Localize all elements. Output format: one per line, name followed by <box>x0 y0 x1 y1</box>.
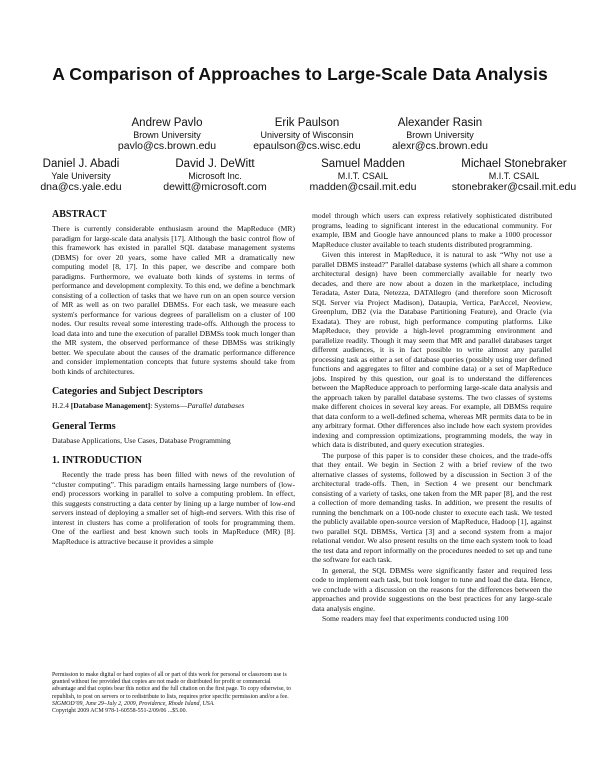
abstract-text: There is currently considerable enthusiasm around the MapReduce (MR) paradigm for large-scale data analysis [17]. Although the basic control flow of this framework has existed in parallel SQL database management systems (DBMS) for over 20 years, some have called MR a dramatically new computing model [8, 17]. In this paper, we describe and compare both paradigms. Furthermore, we evaluate both kinds of systems in terms of performance and development complexity. To this end, we define a benchmark consisting of a collection of tasks that we have run on an open source version of MR as well as on two parallel DBMSs. For each task, we measure each system's performance for various degrees of parallelism on a cluster of 100 nodes. Our results reveal some interesting trade-offs. Although the process to load data into and tune the execution of parallel DBMSs took much longer than the MR system, the observed performance of these DBMSs was strikingly better. We speculate about the causes of the dramatic performance difference and consider implementation concepts that future systems should take from both kinds of architectures. <box>52 224 295 376</box>
author-name: Andrew Pavlo <box>131 117 203 129</box>
categories-code: H.2.4 <box>52 401 71 410</box>
author-affiliation: Brown University <box>133 130 201 140</box>
author-name: Michael Stonebraker <box>461 158 567 170</box>
author-block <box>288 158 438 193</box>
author-affiliation: M.I.T. CSAIL <box>337 171 389 181</box>
categories-bold: [Database Management] <box>70 401 151 410</box>
copyright-text: Copyright 2009 ACM 978-1-60558-551-2/09/06 ...$5.00. <box>52 708 187 715</box>
author-block <box>437 158 591 193</box>
author-name: Samuel Madden <box>321 158 405 170</box>
left-column <box>52 209 295 546</box>
author-name: Alexander Rasin <box>397 117 483 129</box>
author-affiliation: Brown University <box>406 130 474 140</box>
general-terms-text: Database Applications, Use Cases, Database Programming <box>52 435 231 445</box>
right-column <box>312 211 552 624</box>
abstract-heading: ABSTRACT <box>52 209 107 220</box>
author-affiliation: Yale University <box>51 171 111 181</box>
permission-footnote <box>52 672 295 715</box>
author-email: stonebraker@csail.mit.edu <box>451 181 577 193</box>
author-email: alexr@cs.brown.edu <box>392 140 488 152</box>
categories-italic: Parallel databases <box>187 401 245 410</box>
author-block <box>107 117 227 152</box>
categories-heading: Categories and Subject Descriptors <box>52 386 203 397</box>
permission-text: Permission to make digital or hard copies of all or part of this work for personal or classroom use is granted without fee provided that copies are not made or distributed for profit or commercial advantage and that copies bear this notice and the full citation on the first page. To copy otherwise, to republish, to post on servers or to redistribute to lists, requires prior specific permission and/or a fee. <box>52 672 291 700</box>
author-affiliation: Microsoft Inc. <box>188 171 242 181</box>
categories-text <box>52 401 295 411</box>
intro-text: Recently the trade press has been filled with news of the revolution of “cluster computing”. This paradigm entails harnessing large numbers of (low-end) processors working in parallel to solve a computing problem. In effect, this suggests constructing a data center by lining up a large number of low-end servers instead of deploying a smaller set of high-end servers. With this rise of interest in clusters has come a proliferation of tools for programming them. One of the earliest and best known such tools in MapReduce (MR) [8]. MapReduce is attractive because it provides a simple <box>52 470 295 546</box>
author-name: Erik Paulson <box>274 117 340 129</box>
author-email: dna@cs.yale.edu <box>40 181 122 193</box>
author-block <box>380 117 500 152</box>
author-affiliation: University of Wisconsin <box>260 130 354 140</box>
paragraph: Given this interest in MapReduce, it is natural to ask “Why not use a parallel DBMS instead?” Parallel database systems (which all share a common architectural design) have been commercially available for nearly two decades, and there are now about a dozen in the marketplace, including Teradata, Aster Data, Netezza, DATAllegro (and therefore soon Microsoft SQL Server via Project Madison), Dataupia, Vertica, ParAccel, Neoview, Greenplum, DB2 (via the Database Partitioning Feature), and Oracle (via Exadata). They are robust, high performance computing platforms. Like MapReduce, they provide a high-level programming environment and parallelize readily. Though it may seem that MR and parallel databases target different audiences, it is in fact possible to write almost any parallel processing task as either a set of database queries (possibly using user defined functions and aggregates to filter and combine data) or a set of MapReduce jobs. Inspired by this question, our goal is to understand the differences between the MapReduce approach to performing large-scale data analysis and the approach taken by parallel database systems. The two classes of systems make different choices in several key areas. For example, all DBMSs require that data conform to a well-defined schema, whereas MR permits data to be in any arbitrary format. Other differences also include how each system provides indexing and compression optimizations, programming models, the way in which data is distributed, and query execution strategies. <box>312 250 552 449</box>
author-email: epaulson@cs.wisc.edu <box>253 140 361 152</box>
author-block <box>18 158 144 193</box>
author-email: dewitt@microsoft.com <box>163 181 267 193</box>
intro-heading: 1. INTRODUCTION <box>52 455 143 466</box>
author-block <box>150 158 280 193</box>
paragraph: model through which users can express relatively sophisticated distributed programs, leading to significant interest in the educational community. For example, IBM and Google have announced plans to make a 1000 processor MapReduce cluster available to teach students distributed programming. <box>312 211 552 249</box>
paragraph: Some readers may feel that experiments conducted using 100 <box>322 614 509 623</box>
conference-text: SIGMOD’09, June 29–July 2, 2009, Providence, Rhode Island, USA. <box>52 700 215 707</box>
paper-title: A Comparison of Approaches to Large-Scale Data Analysis <box>52 64 548 84</box>
paragraph: In general, the SQL DBMSs were significantly faster and required less code to implement each task, but took longer to tune and load the data. Hence, we conclude with a discussion on the reasons for the differences between the approaches and provide suggestions on the best practices for any large-scale data analysis engine. <box>312 565 552 613</box>
author-affiliation: M.I.T. CSAIL <box>488 171 540 181</box>
paragraph: The purpose of this paper is to consider these choices, and the trade-offs that they entail. We begin in Section 2 with a brief review of the two alternative classes of systems, followed by a discussion in Section 3 of the architectural trade-offs. Then, in Section 4 we present our benchmark consisting of a variety of tasks, one taken from the MR paper [8], and the rest a collection of more demanding tasks. In addition, we present the results of running the benchmark on a 100-node cluster to execute each task. We tested the publicly available open-source version of MapReduce, Hadoop [1], against two parallel SQL DBMSs, Vertica [3] and a second system from a major relational vendor. We also present results on the time each system took to load the test data and report informally on the procedures needed to set up and tune the software for each task. <box>312 450 552 564</box>
author-email: madden@csail.mit.edu <box>309 181 417 193</box>
author-block <box>237 117 377 152</box>
author-name: David J. DeWitt <box>175 158 255 170</box>
author-name: Daniel J. Abadi <box>42 158 120 170</box>
general-terms-heading: General Terms <box>52 420 116 432</box>
author-email: pavlo@cs.brown.edu <box>117 140 217 152</box>
categories-mid: : Systems— <box>150 401 188 410</box>
